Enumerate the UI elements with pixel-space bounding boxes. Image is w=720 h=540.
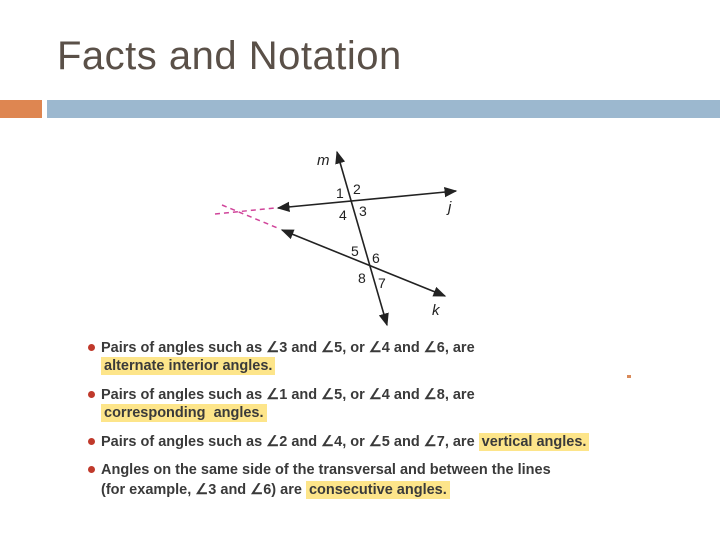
bullet-dot <box>88 391 95 398</box>
dashed-extension-j <box>215 208 275 214</box>
angle-label-5: 5 <box>351 243 359 259</box>
bullet-3-line1: Pairs of angles such as ∠2 and ∠4, or ∠5 and ∠7, are vertical angles. <box>101 434 589 450</box>
accent-bar-blue <box>47 100 720 118</box>
bullet-dot <box>88 466 95 473</box>
bullet-2-line1: Pairs of angles such as ∠1 and ∠5, or ∠4 and ∠8, are <box>101 387 475 401</box>
highlight-consecutive: consecutive angles. <box>306 481 450 499</box>
line-k <box>282 230 445 296</box>
slide-title: Facts and Notation <box>57 34 402 78</box>
accent-bar-orange <box>0 100 42 118</box>
angle-label-6: 6 <box>372 250 380 266</box>
decorative-speck <box>627 375 631 378</box>
angle-label-7: 7 <box>378 275 386 291</box>
angle-label-8: 8 <box>358 270 366 286</box>
label-k: k <box>432 302 440 319</box>
transversal-diagram <box>200 140 500 330</box>
highlight-corresponding: corresponding angles. <box>101 404 267 422</box>
highlight-vertical: vertical angles. <box>479 433 590 451</box>
bullet-1-line2 <box>101 358 275 374</box>
label-m: m <box>317 152 330 169</box>
angle-label-4: 4 <box>339 207 347 223</box>
label-j: j <box>448 199 452 216</box>
line-j <box>278 191 456 208</box>
line-m <box>337 152 387 325</box>
bullet-4-line1: Angles on the same side of the transversal and between the lines <box>101 462 551 478</box>
angle-label-3: 3 <box>359 203 367 219</box>
angle-label-1: 1 <box>336 185 344 201</box>
bullet-dot <box>88 344 95 351</box>
bullet-1-line1: Pairs of angles such as ∠3 and ∠5, or ∠4 and ∠6, are <box>101 340 475 356</box>
highlight-alternate-interior: alternate interior angles. <box>101 357 275 375</box>
angle-label-2: 2 <box>353 181 361 197</box>
bullet-4-line2: (for example, ∠3 and ∠6) are consecutive angles. <box>101 482 450 498</box>
bullet-2-line2 <box>101 405 267 421</box>
bullet-dot <box>88 438 95 445</box>
